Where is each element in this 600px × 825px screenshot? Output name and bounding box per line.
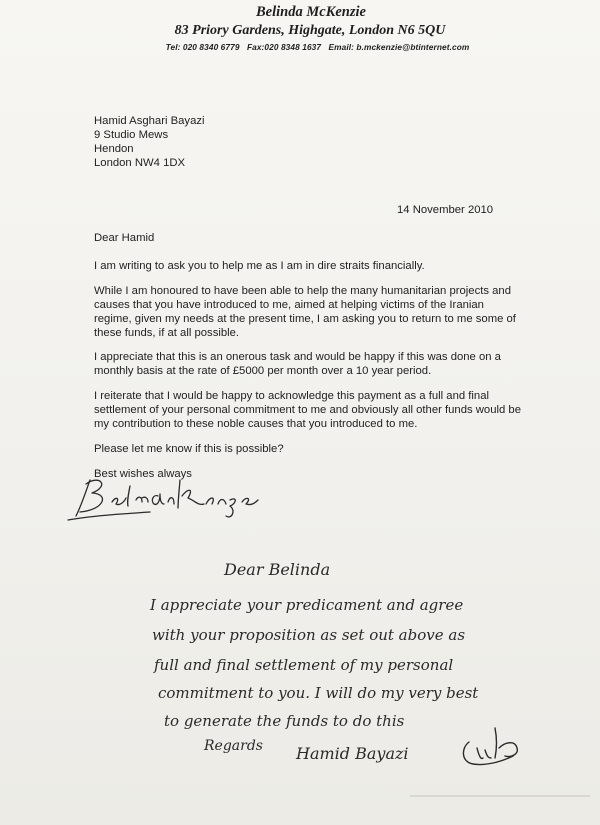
recipient-address [94, 114, 205, 170]
closing: Best wishes always [94, 467, 192, 480]
belinda-signature [60, 466, 270, 526]
hamid-initials-signature [455, 718, 525, 773]
paragraph-2: While I am honoured to have been able to help the many humanitarian projects and causes that you have introduced to me, aimed at helping victims of the Iranian regime, given my needs at the present time, I am asking you to return to me some of these funds, if at all possible. [94, 284, 516, 339]
letterhead-address: 83 Priory Gardens, Highgate, London N6 5QU [174, 23, 446, 38]
letterhead [0, 4, 600, 52]
recipient-line1: 9 Studio Mews [94, 129, 169, 141]
recipient-name: Hamid Asghari Bayazi [94, 115, 205, 127]
paragraph-3: I appreciate that this is an onerous task and would be happy if this was done on a monthly basis at the rate of £5000 per month over a 10 year period. [94, 351, 501, 378]
salutation: Dear Hamid [94, 232, 155, 244]
paragraph-4: I reiterate that I would be happy to acknowledge this payment as a full and final settlement of your personal commitment to me and obviously all other funds would be my contribution to these noble causes that you introduced to me. [94, 390, 521, 431]
letterhead-name: Belinda McKenzie [256, 4, 366, 20]
reply-line-5: to generate the funds to do this [164, 712, 405, 730]
paragraph-5: Please let me know if this is possible? [94, 442, 284, 455]
letter-body [94, 232, 524, 493]
reply-line-2: with your proposition as set out above as [152, 626, 466, 644]
reply-line-3: full and final settlement of my personal [154, 656, 454, 674]
paragraph-1: I am writing to ask you to help me as I am in dire straits financially. [94, 259, 425, 272]
scan-artifact-line [410, 795, 590, 797]
letterhead-fax: Fax:020 8348 1637 [246, 42, 322, 52]
reply-regards: Regards [204, 738, 263, 754]
reply-line-1: I appreciate your predicament and agree [150, 596, 464, 614]
recipient-line3: London NW4 1DX [94, 157, 186, 169]
letterhead-contact [40, 42, 600, 52]
reply-line-4: commitment to you. I will do my very best [158, 684, 479, 702]
reply-name: Hamid Bayazi [296, 744, 409, 763]
letterhead-email: Email: b.mckenzie@btinternet.com [328, 42, 470, 52]
letterhead-tel: Tel: 020 8340 6779 [165, 42, 240, 52]
recipient-line2: Hendon [94, 143, 134, 155]
reply-salutation: Dear Belinda [224, 560, 331, 579]
letter-date: 14 November 2010 [397, 204, 494, 216]
